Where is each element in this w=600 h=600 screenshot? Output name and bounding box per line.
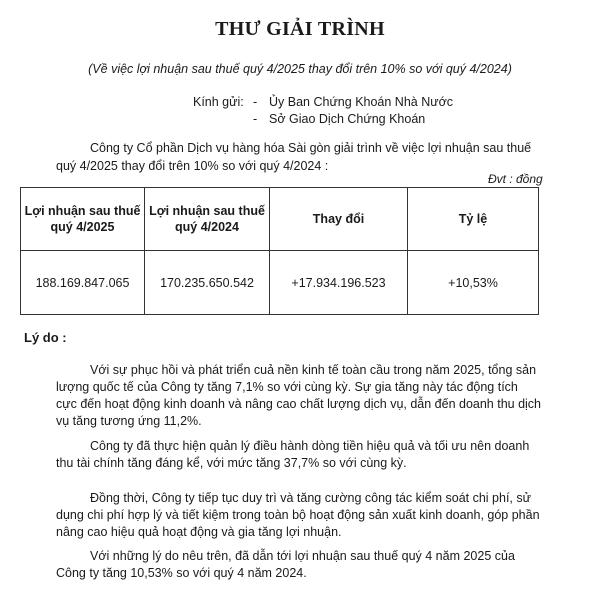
recipient-row	[193, 111, 453, 128]
profit-table	[20, 187, 539, 315]
recipient-exchange: Sở Giao Dịch Chứng Khoán	[269, 112, 426, 126]
recipient-label: Kính gửi:	[193, 95, 244, 109]
header-profit-q4-2024: Lợi nhuận sau thuế quý 4/2024	[145, 188, 270, 251]
reasons-heading: Lý do :	[24, 330, 67, 345]
header-ratio: Tỷ lệ	[408, 188, 539, 251]
cell-profit-q4-2024: 170.235.650.542	[145, 251, 270, 315]
table-row	[21, 251, 539, 315]
recipient-bullet: -	[253, 95, 258, 109]
intro-paragraph: Công ty Cổ phần Dịch vụ hàng hóa Sài gòn giải trình về việc lợi nhuận sau thuế quý 4/2025 thay đổi trên 10% so với quý 4/2024 :	[56, 141, 532, 173]
table-header-row	[21, 188, 539, 251]
reason-paragraph-2: Công ty đã thực hiện quản lý điều hành dòng tiền hiệu quả và tối ưu nên doanh thu tài chính tăng đáng kể, với mức tăng 37,7% so với cùng kỳ.	[56, 439, 530, 470]
recipient-bullet: -	[253, 112, 258, 126]
header-change: Thay đổi	[270, 188, 408, 251]
recipients-block	[193, 94, 453, 128]
unit-label: Đvt : đồng	[488, 172, 543, 186]
reason-paragraph-1: Với sự phục hồi và phát triển cuả nền kinh tế toàn cầu trong năm 2025, tổng sản lượng quốc tế của Công ty tăng 7,1% so với cùng kỳ. Sự gia tăng này tác động tích cực đến hoạt động kinh doanh và nâng cao chất lượng dịch vụ, dẫn đến doanh thu dịch vụ tăng tương ứng 11,2%.	[56, 363, 542, 428]
recipient-row	[193, 94, 453, 111]
recipient-ssc: Ủy Ban Chứng Khoán Nhà Nước	[269, 95, 454, 109]
reason-paragraph-3: Đồng thời, Công ty tiếp tục duy trì và tăng cường công tác kiểm soát chi phí, sử dụng chi phí hợp lý và tiết kiệm trong toàn bộ hoạt động sản xuất kinh doanh, góp phần nâng cao hiệu quả hoạt động và gia tăng lợi nhuận.	[56, 491, 540, 539]
cell-profit-q4-2025: 188.169.847.065	[21, 251, 145, 315]
cell-change: +17.934.196.523	[270, 251, 408, 315]
document-title: THƯ GIẢI TRÌNH	[215, 18, 385, 40]
header-profit-q4-2025: Lợi nhuận sau thuế quý 4/2025	[21, 188, 145, 251]
reason-paragraph-4: Với những lý do nêu trên, đã dẫn tới lợi nhuận sau thuế quý 4 năm 2025 của Công ty tăng 10,53% so với quý 4 năm 2024.	[56, 549, 515, 580]
cell-ratio: +10,53%	[408, 251, 539, 315]
document-subtitle: (Về việc lợi nhuận sau thuế quý 4/2025 thay đổi trên 10% so với quý 4/2024)	[88, 62, 512, 76]
